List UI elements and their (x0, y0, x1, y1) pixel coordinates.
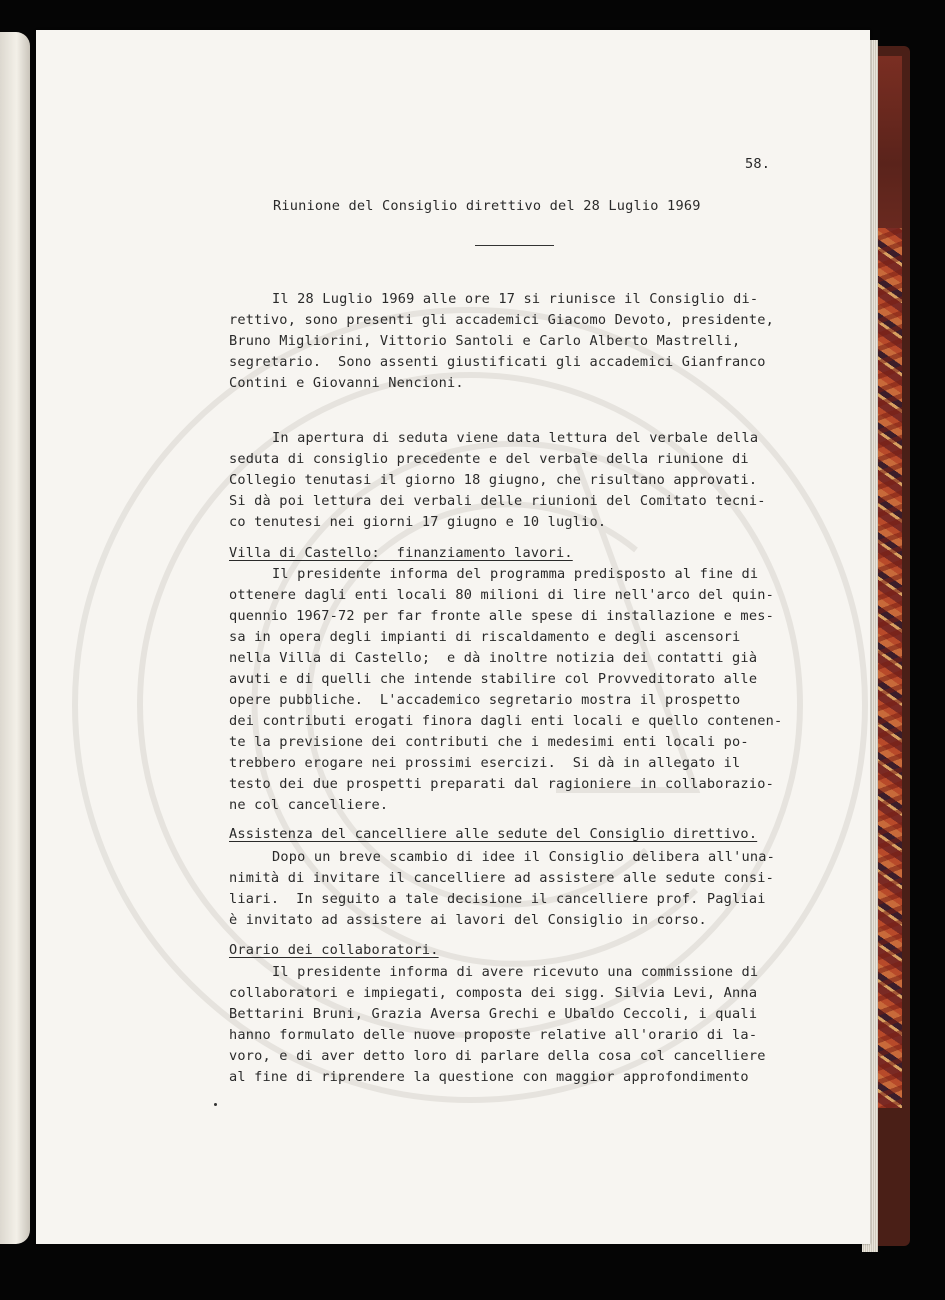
text-line: Dopo un breve scambio di idee il Consiglio delibera all'una- (272, 849, 776, 865)
text-line: te la previsione dei contributi che i medesimi enti locali po- (229, 734, 749, 750)
title-divider (475, 245, 554, 246)
text-line: opere pubbliche. L'accademico segretario mostra il prospetto (229, 692, 741, 708)
text-line: dei contributi erogati finora dagli enti locali e quello contenen- (229, 713, 783, 729)
text-line: nimità di invitare il cancelliere ad assistere alle sedute consi- (229, 870, 774, 886)
text-line: Il 28 Luglio 1969 alle ore 17 si riunisce il Consiglio di- (272, 291, 759, 307)
text-line: ne col cancelliere. (229, 797, 389, 813)
text-line: liari. In seguito a tale decisione il cancelliere prof. Pagliai (229, 891, 766, 907)
text-line: Il presidente informa del programma predisposto al fine di (272, 566, 759, 582)
text-line: rettivo, sono presenti gli accademici Giacomo Devoto, presidente, (229, 312, 774, 328)
text-line: al fine di riprendere la questione con maggior approfondimento (229, 1069, 749, 1085)
section-heading-orario: Orario dei collaboratori. (229, 942, 439, 958)
text-line: è invitato ad assistere ai lavori del Consiglio in corso. (229, 912, 707, 928)
text-line: co tenutesi nei giorni 17 giugno e 10 luglio. (229, 514, 607, 530)
text-line: Bruno Migliorini, Vittorio Santoli e Carlo Alberto Mastrelli, (229, 333, 741, 349)
facing-page-edge (0, 32, 30, 1244)
text-line: Bettarini Bruni, Grazia Aversa Grechi e Ubaldo Ceccoli, i quali (229, 1006, 758, 1022)
text-line: nella Villa di Castello; e dà inoltre notizia dei contatti già (229, 650, 758, 666)
text-line: Il presidente informa di avere ricevuto una commissione di (272, 964, 759, 980)
text-line: Contini e Giovanni Nencioni. (229, 375, 464, 391)
section-heading-villa: Villa di Castello: finanziamento lavori. (229, 545, 573, 561)
text-line: voro, e di aver detto loro di parlare della cosa col cancelliere (229, 1048, 766, 1064)
document-title: Riunione del Consiglio direttivo del 28 Luglio 1969 (273, 198, 701, 214)
marbled-cover-paper (876, 228, 902, 1108)
text-line: ottenere dagli enti locali 80 milioni di lire nell'arco del quin- (229, 587, 774, 603)
text-line: hanno formulato delle nuove proposte relative all'orario di la- (229, 1027, 758, 1043)
text-line: testo dei due prospetti preparati dal ragioniere in collaborazio- (229, 776, 774, 792)
page-number: 58. (745, 156, 771, 172)
text-line: avuti e di quelli che intende stabilire col Provveditorato alle (229, 671, 758, 687)
text-line: seduta di consiglio precedente e del verbale della riunione di (229, 451, 749, 467)
text-line: Si dà poi lettura dei verbali delle riunioni del Comitato tecni- (229, 493, 766, 509)
text-line: sa in opera degli impianti di riscaldamento e degli ascensori (229, 629, 741, 645)
ink-speck (214, 1103, 217, 1106)
text-line: Collegio tenutasi il giorno 18 giugno, che risultano approvati. (229, 472, 758, 488)
text-line: collaboratori e impiegati, composta dei sigg. Silvia Levi, Anna (229, 985, 758, 1001)
section-heading-assistenza: Assistenza del cancelliere alle sedute del Consiglio direttivo. (229, 826, 758, 842)
text-line: quennio 1967-72 per far fronte alle spese di installazione e mes- (229, 608, 774, 624)
text-line: In apertura di seduta viene data lettura del verbale della (272, 430, 759, 446)
text-line: trebbero erogare nei prossimi esercizi. Si dà in allegato il (229, 755, 741, 771)
text-line: segretario. Sono assenti giustificati gli accademici Gianfranco (229, 354, 766, 370)
cover-leather-band (876, 56, 902, 236)
